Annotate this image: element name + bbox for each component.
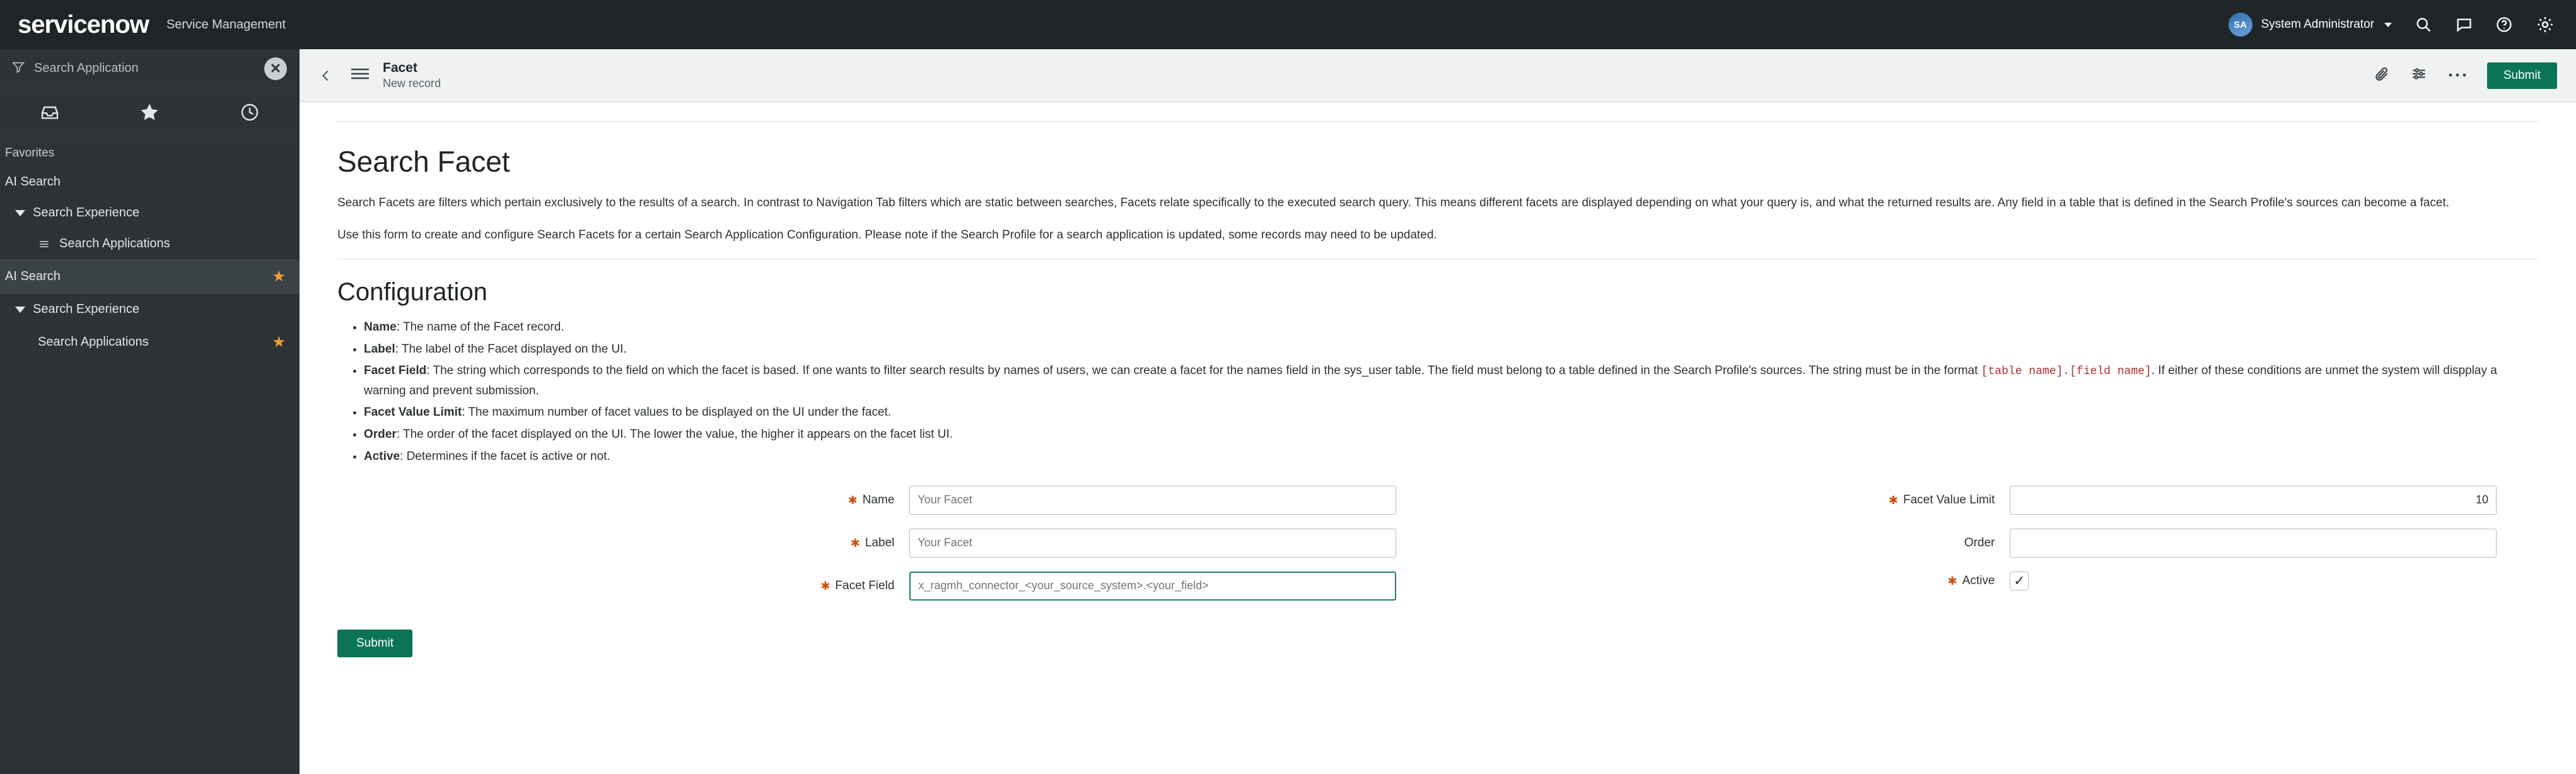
label-text: Label <box>865 536 895 549</box>
form-header-bar <box>300 49 2576 102</box>
label-text: Facet Value Limit <box>1903 493 1995 507</box>
sidebar-item-label: AI Search <box>5 269 61 283</box>
intro-paragraph-1: Search Facets are filters which pertain exclusively to the results of a search. In contrast to Navigation Tab filters which are static between searches, Facets relate specifically to the executed search query. This means different facets are displayed depending on what your query is, and what the returned results are. Any field in a table that is defined in the Search Profile's sources can become a facet. <box>337 196 2450 209</box>
history-tab[interactable] <box>200 88 300 136</box>
chevron-down-icon <box>15 210 25 216</box>
sidebar-item-search-applications-1[interactable] <box>0 228 300 259</box>
label-input[interactable] <box>909 529 1396 558</box>
main-content <box>300 49 2576 774</box>
application-navigator <box>0 49 300 774</box>
field-label-name <box>337 493 909 507</box>
field-control-label <box>909 529 1438 558</box>
bullet-term: Name <box>364 320 397 334</box>
header-submit-button[interactable]: Submit <box>2487 62 2557 89</box>
intro-paragraph-2: Use this form to create and configure Search Facets for a certain Search Application Configuration. Please note if the Search Profile for a search application is updated, some records may need to be updated. <box>337 228 1437 242</box>
field-name <box>337 486 1438 515</box>
user-name-label: System Administrator <box>2261 18 2374 31</box>
bullet-term: Facet Field <box>364 364 427 378</box>
sidebar-item-search-applications-2[interactable] <box>0 325 300 360</box>
list-item <box>364 447 2538 467</box>
facet-field-input[interactable] <box>909 572 1396 601</box>
search-icon[interactable] <box>2415 16 2432 33</box>
required-indicator-icon: ✱ <box>820 579 830 592</box>
favorites-tab[interactable] <box>100 88 199 136</box>
bullet-term: Label <box>364 342 395 356</box>
label-text: Facet Field <box>835 578 895 592</box>
personalize-icon[interactable] <box>2410 66 2428 85</box>
menu-icon[interactable] <box>350 66 370 85</box>
field-control-facet-value-limit <box>2010 486 2538 515</box>
section-title: Configuration <box>337 278 487 306</box>
top-navigation-bar <box>0 0 2576 49</box>
product-label: Service Management <box>166 17 286 32</box>
star-icon[interactable]: ★ <box>272 334 286 351</box>
star-icon[interactable]: ★ <box>272 268 286 285</box>
label-text: Active <box>1962 573 1995 587</box>
app-shell <box>0 49 2576 774</box>
bullet-text: : The maximum number of facet values to be displayed on the UI under the facet. <box>462 406 892 419</box>
bullet-text-2: . If either of these conditions are unmet the system will dispplay a warning and prevent submission. <box>364 364 2497 397</box>
form-column-right <box>1438 486 2538 601</box>
required-indicator-icon: ✱ <box>850 536 860 549</box>
facet-form <box>337 486 2538 601</box>
field-label-facet-field <box>337 579 909 593</box>
field-facet-field <box>337 572 1438 601</box>
chevron-down-icon <box>2384 23 2392 27</box>
sidebar-item-label: Search Applications <box>59 237 170 250</box>
name-input[interactable] <box>909 486 1396 515</box>
field-active <box>1438 572 2538 590</box>
sidebar-group-search-experience-2[interactable] <box>0 294 300 325</box>
sidebar-item-label: Search Applications <box>38 335 149 349</box>
field-order <box>1438 529 2538 558</box>
nav-search-row <box>0 49 300 88</box>
brand-logo[interactable] <box>18 12 286 37</box>
navigator-tabs <box>0 88 300 136</box>
bullet-text: : The label of the Facet displayed on the UI. <box>395 342 627 356</box>
sidebar-item-label: Search Experience <box>33 206 139 220</box>
required-indicator-icon: ✱ <box>848 493 858 507</box>
field-control-facet-field <box>909 572 1438 601</box>
more-icon[interactable] <box>2448 70 2467 81</box>
bullet-text: : The order of the facet displayed on the UI. The lower the value, the higher it appears on the facet list UI. <box>396 428 953 442</box>
field-facet-value-limit <box>1438 486 2538 515</box>
logo-label: servicenow <box>18 11 149 38</box>
list-item <box>364 318 2538 337</box>
form-content <box>300 102 2576 774</box>
bullet-text: : Determines if the facet is active or not. <box>400 449 610 463</box>
label-text: Order <box>1964 536 1995 549</box>
sidebar-item-label: Search Experience <box>33 302 139 316</box>
field-label-facet-value-limit <box>1438 493 2010 507</box>
avatar: SA <box>2229 13 2253 37</box>
page-title: Search Facet <box>337 145 510 178</box>
form-header-titles <box>383 60 441 91</box>
form-submit-button[interactable]: Submit <box>337 630 412 657</box>
form-subtitle: New record <box>383 77 441 90</box>
list-item <box>364 361 2538 401</box>
sidebar-item-ai-search-1[interactable] <box>0 167 300 197</box>
field-label-label <box>337 536 909 550</box>
bullet-term: Active <box>364 449 400 463</box>
back-icon[interactable] <box>313 63 339 88</box>
sidebar-group-search-experience-1[interactable] <box>0 197 300 228</box>
form-header-actions <box>2374 62 2557 89</box>
bullet-text: : The string which corresponds to the field on which the facet is based. If one wants to filter search results by names of users, we can create a facet for the names field in the sys_user table. The field must belong to a table defined in the Search Profile's sources. The string must be in the format <box>426 364 1981 378</box>
required-indicator-icon: ✱ <box>1947 574 1957 587</box>
chat-icon[interactable] <box>2455 16 2473 33</box>
list-icon <box>38 238 50 250</box>
list-item <box>364 425 2538 445</box>
field-control-active <box>2010 572 2538 590</box>
label-text: Name <box>862 493 895 507</box>
list-item <box>364 340 2538 360</box>
form-title: Facet <box>383 61 417 76</box>
field-control-order <box>2010 529 2538 558</box>
field-label-order <box>1438 536 2010 550</box>
gear-icon[interactable] <box>2536 15 2555 34</box>
servicenow-logo-text <box>18 12 149 37</box>
chevron-down-icon <box>15 307 25 313</box>
format-code: [table name].[field name] <box>1981 365 2152 378</box>
sidebar-item-label: AI Search <box>5 175 61 189</box>
sidebar-item-ai-search-2[interactable] <box>0 259 300 294</box>
field-label-row <box>337 529 1438 558</box>
bullet-text: : The name of the Facet record. <box>396 320 564 334</box>
active-checkbox[interactable]: ✓ <box>2010 572 2029 590</box>
user-menu[interactable] <box>2229 13 2392 37</box>
search-input[interactable] <box>33 61 264 76</box>
bullet-term: Order <box>364 428 397 442</box>
required-indicator-icon: ✱ <box>1888 493 1898 507</box>
all-applications-tab[interactable] <box>0 88 100 136</box>
facet-value-limit-input[interactable] <box>2010 486 2497 515</box>
bullet-term: Facet Value Limit <box>364 406 462 419</box>
form-column-left <box>337 486 1438 601</box>
top-bar-actions <box>2229 13 2555 37</box>
configuration-bullet-list <box>337 318 2538 467</box>
order-input[interactable] <box>2010 529 2497 558</box>
top-divider <box>337 121 2538 122</box>
clear-search-icon[interactable]: ✕ <box>264 57 287 80</box>
field-control-name <box>909 486 1438 515</box>
field-label-active <box>1438 574 2010 588</box>
filter-funnel-icon <box>11 60 25 77</box>
favorites-header: Favorites <box>5 146 55 160</box>
attachment-icon[interactable] <box>2374 66 2390 85</box>
list-item <box>364 403 2538 423</box>
help-icon[interactable] <box>2495 16 2513 33</box>
